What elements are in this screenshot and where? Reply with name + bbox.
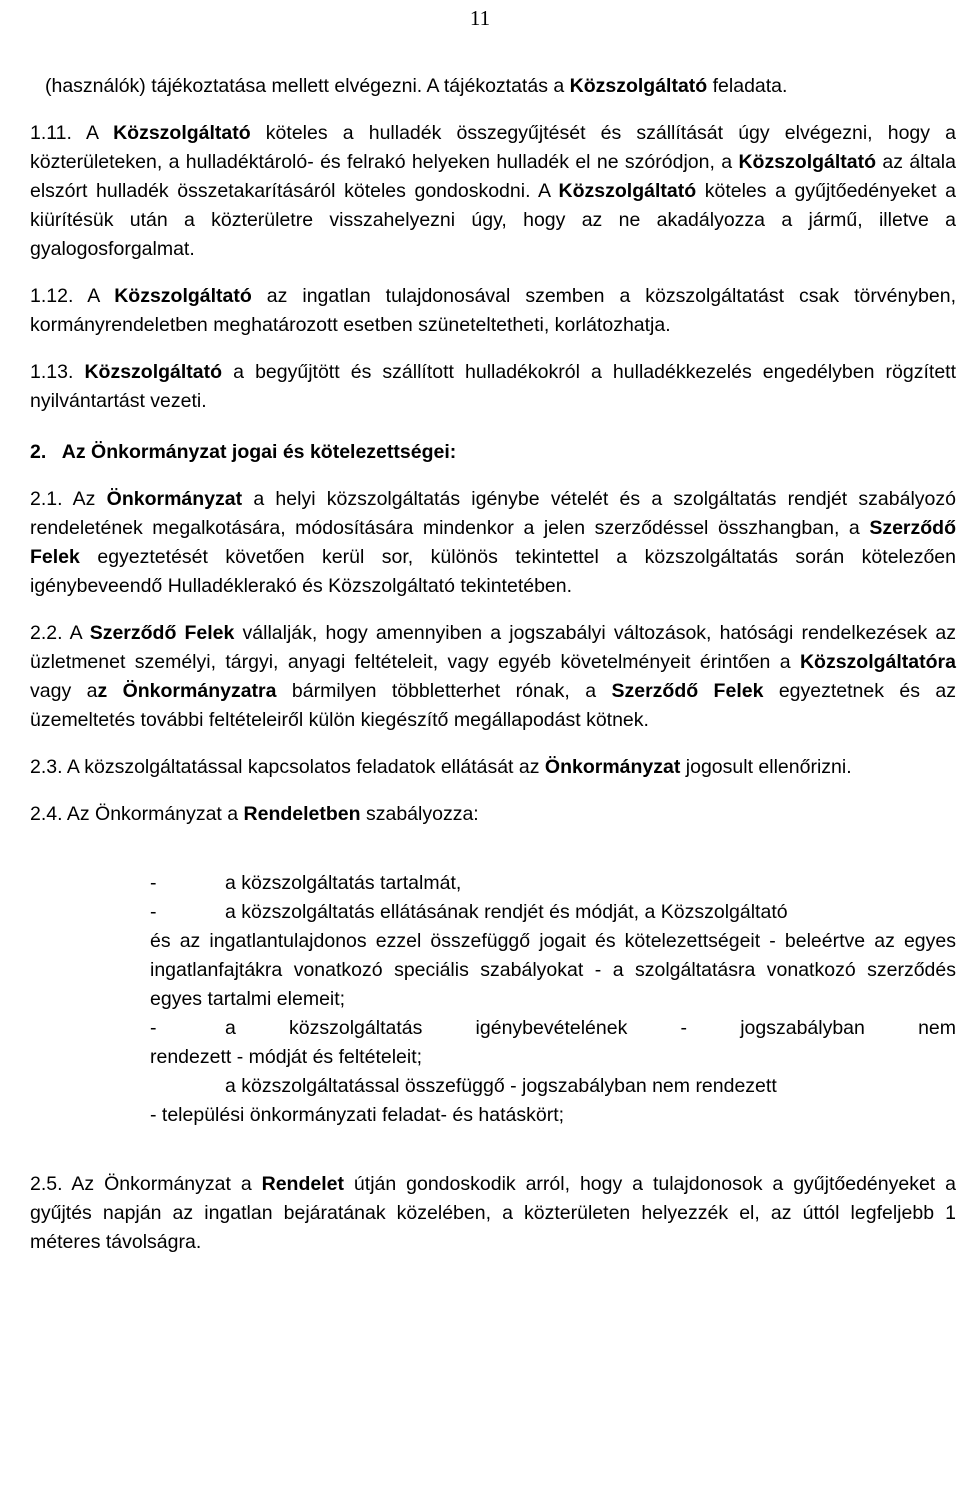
list-item: a közszolgáltatással összefüggő - jogszabályban nem rendezett - települési önkormányzati feladat- és hatáskört; <box>150 1075 777 1126</box>
paragraph-1-13: 1.13. Közszolgáltató a begyűjtött és szállított hulladékokról a hulladékkezelés engedélyben rögzített nyilvántartást vezeti. <box>30 361 956 412</box>
paragraph-1-12: 1.12. A Közszolgáltató az ingatlan tulajdonosával szemben a közszolgáltatást csak törvényben, kormányrendeletben meghatározott esetben szüneteltetheti, korlátozhatja. <box>30 285 956 336</box>
paragraph-2-1: 2.1. Az Önkormányzat a helyi közszolgáltatás igénybe vételét és a szolgáltatás rendjét szabályozó rendeletének megalkotására, módosítására mindenkor a jelen szerződéssel összhangban, a Szerződő Felek egyeztetését követően kerül sor, különös tekintettel a közszolgáltatás során kötelezően igénybeveendő Hulladéklerakó és Közszolgáltató tekintetében. <box>30 488 956 597</box>
regulation-list <box>30 869 956 1130</box>
paragraph-intro: (használók) tájékoztatása mellett elvégezni. A tájékoztatás a Közszolgáltató feladata. <box>45 75 788 97</box>
paragraph-1-11: 1.11. A Közszolgáltató köteles a hulladék összegyűjtését és szállítását úgy elvégezni, hogy a közterületeken, a hulladéktároló- és felrakó helyeken hulladék el ne szóródjon, a Közszolgáltató az általa elszórt hulladék összetakarításáról köteles gondoskodni. A Közszolgáltató köteles a gyűjtőedényeket a kiürítésük után a közterületre visszahelyezni úgy, hogy az ne akadályozza a jármű, illetve a gyalogosforgalmat. <box>30 122 956 260</box>
section-heading-2: 2. Az Önkormányzat jogai és kötelezettségei: <box>30 441 457 463</box>
paragraph-2-5: 2.5. Az Önkormányzat a Rendelet útján gondoskodik arról, hogy a tulajdonosok a gyűjtőedényeket a gyűjtés napján az ingatlan bejáratának közelében, a közterületen helyezzék el, az úttól legfeljebb 1 méteres távolságra. <box>30 1173 956 1253</box>
paragraph-2-4: 2.4. Az Önkormányzat a Rendeletben szabályozza: <box>30 803 479 825</box>
list-item: - a közszolgáltatás tartalmát, <box>150 872 462 894</box>
list-item: - a közszolgáltatás igénybevételének - jogszabályban nem rendezett - módját és feltételeit; <box>150 1017 956 1068</box>
paragraph-2-3: 2.3. A közszolgáltatással kapcsolatos feladatok ellátását az Önkormányzat jogosult ellenőrizni. <box>30 756 852 778</box>
document-body <box>30 72 956 1257</box>
page-number: 11 <box>469 6 491 30</box>
list-item: - a közszolgáltatás ellátásának rendjét és módját, a Közszolgáltató és az ingatlantulajdonos ezzel összefüggő jogait és kötelezettségeit - beleértve az egyes ingatlanfajtákra vonatkozó speciális szabályokat - a szolgáltatásra vonatkozó szerződés egyes tartalmi elemeit; <box>150 901 956 1010</box>
paragraph-2-2: 2.2. A Szerződő Felek vállalják, hogy amennyiben a jogszabályi változások, hatósági rendelkezések az üzletmenet személyi, tárgyi, anyagi feltételeit, vagy egyéb követelményeit érintően a Közszolgáltatóra vagy az Önkormányzatra bármilyen többletterhet rónak, a Szerződő Felek egyeztetnek és az üzemeltetés további feltételeiről külön kiegészítő megállapodást kötnek. <box>30 622 956 731</box>
